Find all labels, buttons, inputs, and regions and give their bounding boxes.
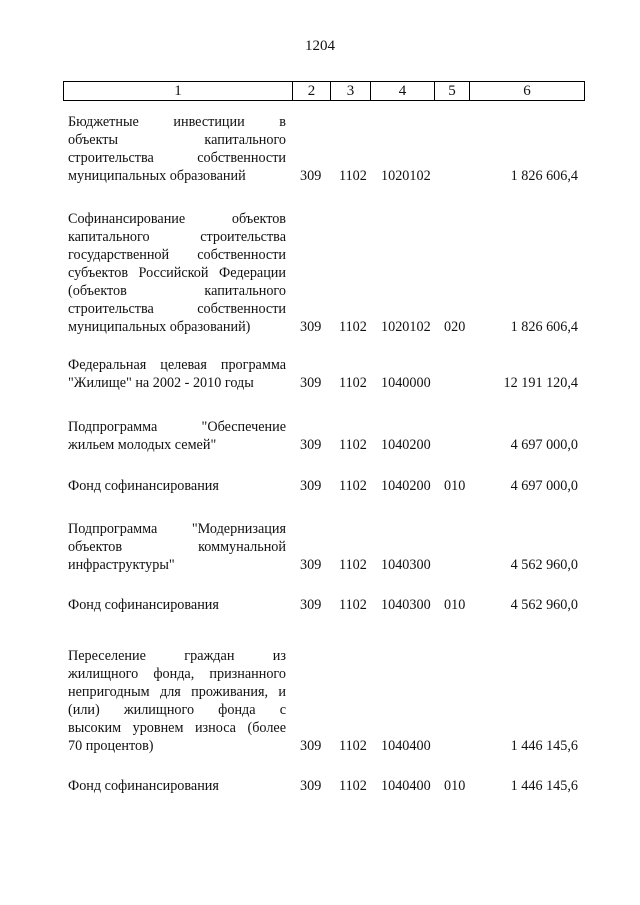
column-header-row (63, 81, 585, 101)
row-name (68, 647, 286, 755)
row-name-line: государственной собственности (68, 247, 286, 263)
row-code-target: 1040300 (381, 597, 431, 613)
table-row (0, 418, 640, 454)
row-code-section: 309 (300, 557, 322, 573)
row-code-section: 309 (300, 319, 322, 335)
row-code-section: 309 (300, 168, 322, 184)
row-code-target: 1040400 (381, 778, 431, 794)
row-name (68, 477, 286, 495)
row-code-target: 1020102 (381, 319, 431, 335)
column-header-2: 2 (293, 82, 331, 100)
table-row (0, 477, 640, 495)
row-name-line: Подпрограмма "Модернизация (68, 521, 286, 537)
row-amount: 1 826 606,4 (510, 168, 578, 184)
row-name-line: Фонд софинансирования (68, 478, 219, 494)
column-header-6: 6 (523, 83, 531, 99)
row-amount: 12 191 120,4 (503, 375, 578, 391)
row-name-line: муниципальных образований) (68, 319, 251, 335)
row-code-target: 1040200 (381, 478, 431, 494)
row-code-subsection: 1102 (339, 375, 367, 391)
column-header-4: 4 (371, 82, 435, 100)
row-name-line: объекты капитального (68, 132, 286, 148)
row-code-subsection: 1102 (339, 319, 367, 335)
row-code-section: 309 (300, 778, 322, 794)
column-header-1: 1 (64, 82, 293, 100)
row-code-expense-type: 010 (444, 478, 466, 494)
row-name-line: 70 процентов) (68, 738, 154, 754)
row-code-expense-type: 010 (444, 597, 466, 613)
table-row (0, 113, 640, 185)
row-name-line: жильем молодых семей" (68, 437, 217, 453)
row-code-target: 1040300 (381, 557, 431, 573)
table-row (0, 777, 640, 795)
row-name-line: инфраструктуры" (68, 557, 175, 573)
row-name-line: высоким уровнем износа (более (68, 720, 286, 736)
row-code-expense-type: 010 (444, 778, 466, 794)
row-name-line: муниципальных образований (68, 168, 246, 184)
row-name (68, 418, 286, 454)
row-code-subsection: 1102 (339, 557, 367, 573)
row-name (68, 596, 286, 614)
row-amount: 4 562 960,0 (510, 597, 578, 613)
row-amount: 4 697 000,0 (510, 478, 578, 494)
row-code-target: 1040400 (381, 738, 431, 754)
row-amount: 1 446 145,6 (510, 778, 578, 794)
row-name-line: (объектов капитального (68, 283, 286, 299)
row-code-section: 309 (300, 478, 322, 494)
row-name-line: (или) жилищного фонда с (68, 702, 286, 718)
row-name-line: Переселение граждан из (68, 648, 286, 664)
row-code-section: 309 (300, 738, 322, 754)
row-amount: 4 697 000,0 (510, 437, 578, 453)
row-name-line: капитального строительства (68, 229, 286, 245)
row-name-line: Фонд софинансирования (68, 597, 219, 613)
row-name-line: Софинансирование объектов (68, 211, 286, 227)
table-row (0, 647, 640, 755)
column-header-3: 3 (331, 82, 371, 100)
page-number: 1204 (305, 38, 335, 54)
table-row (0, 596, 640, 614)
row-amount: 4 562 960,0 (510, 557, 578, 573)
row-name-line: жилищного фонда, признанного (68, 666, 286, 682)
row-code-expense-type: 020 (444, 319, 466, 335)
row-code-section: 309 (300, 437, 322, 453)
row-name-line: непригодным для проживания, и (68, 684, 286, 700)
row-amount: 1 826 606,4 (510, 319, 578, 335)
row-name-line: строительства собственности (68, 301, 286, 317)
row-code-target: 1020102 (381, 168, 431, 184)
row-code-subsection: 1102 (339, 168, 367, 184)
row-name (68, 210, 286, 336)
column-header-5: 5 (435, 82, 470, 100)
row-code-subsection: 1102 (339, 778, 367, 794)
row-name-line: строительства собственности (68, 150, 286, 166)
row-amount: 1 446 145,6 (510, 738, 578, 754)
row-code-subsection: 1102 (339, 478, 367, 494)
table-row (0, 520, 640, 574)
row-code-target: 1040200 (381, 437, 431, 453)
row-name-line: Подпрограмма "Обеспечение (68, 419, 286, 435)
row-name-line: Бюджетные инвестиции в (68, 114, 286, 130)
row-name (68, 356, 286, 392)
row-name-line: Федеральная целевая программа (68, 357, 286, 373)
row-name (68, 777, 286, 795)
table-row (0, 356, 640, 392)
row-code-target: 1040000 (381, 375, 431, 391)
row-code-section: 309 (300, 375, 322, 391)
row-name (68, 520, 286, 574)
row-code-subsection: 1102 (339, 437, 367, 453)
table-row (0, 210, 640, 336)
row-name-line: объектов коммунальной (68, 539, 286, 555)
row-name-line: Фонд софинансирования (68, 778, 219, 794)
row-code-subsection: 1102 (339, 597, 367, 613)
row-code-subsection: 1102 (339, 738, 367, 754)
row-code-section: 309 (300, 597, 322, 613)
row-name-line: "Жилище" на 2002 - 2010 годы (68, 375, 254, 391)
row-name-line: субъектов Российской Федерации (68, 265, 286, 281)
row-name (68, 113, 286, 185)
